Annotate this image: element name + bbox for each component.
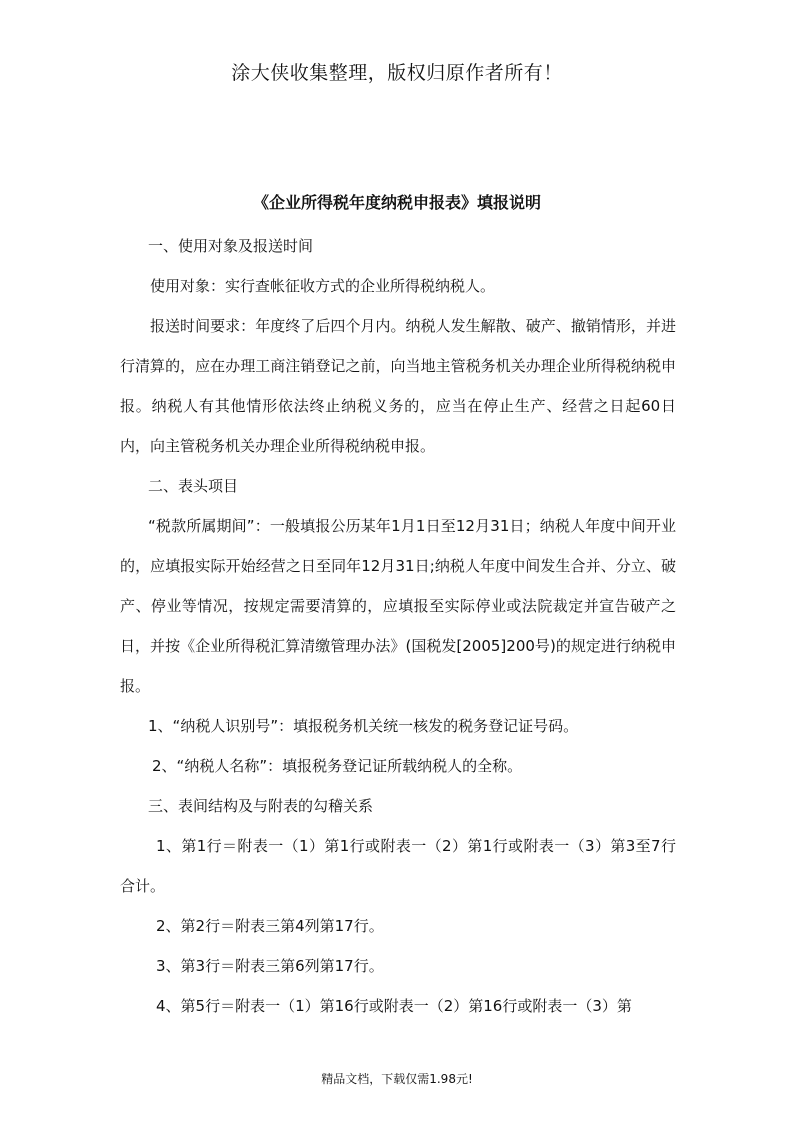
section-1-paragraph-scope: 使用对象：实行查帐征收方式的企业所得税纳税人。: [150, 277, 496, 295]
section-2-paragraph-period: “税款所属期间”：一般填报公历某年1月1日至12月31日；纳税人年度中间开业的，应填报实际开始经营之日至同年12月31日;纳税人年度中间发生合并、分立、破产、停业等情况，按规定需要清算的，应填报至实际停业或法院裁定并宣告破产之日，并按《企业所得税汇算清缴管理办法》(国税发[2005]200号)的规定进行纳税申报。: [120, 517, 676, 695]
download-footer: 精品文档，下载仅需1.98元!: [321, 1072, 473, 1086]
section-3-item-4: 4、第5行＝附表一（1）第16行或附表一（2）第16行或附表一（3）第: [156, 997, 632, 1015]
section-3-item-3: 3、第3行＝附表三第6列第17行。: [156, 957, 384, 975]
section-3-heading: 三、表间结构及与附表的勾稽关系: [148, 797, 374, 815]
section-3-item-1: 1、第1行＝附表一（1）第1行或附表一（2）第1行或附表一（3）第3至7行合计。: [120, 837, 676, 895]
section-2-item-taxpayer-id: 1、“纳税人识别号”：填报税务机关统一核发的税务登记证号码。: [148, 717, 579, 735]
document-title: 《企业所得税年度纳税申报表》填报说明: [252, 193, 541, 212]
section-3-item-2: 2、第2行＝附表三第4列第17行。: [156, 917, 384, 935]
section-1-heading: 一、使用对象及报送时间: [148, 237, 314, 255]
section-1-paragraph-deadline: 报送时间要求：年度终了后四个月内。纳税人发生解散、破产、撤销情形，并进行清算的，应在办理工商注销登记之前，向当地主管税务机关办理企业所得税纳税申报。纳税人有其他情形依法终止纳税义务的，应当在停止生产、经营之日起60日内，向主管税务机关办理企业所得税纳税申报。: [120, 317, 676, 455]
section-2-item-taxpayer-name: 2、“纳税人名称”：填报税务登记证所载纳税人的全称。: [152, 757, 523, 775]
section-2-heading: 二、表头项目: [148, 477, 239, 495]
copyright-header: 涂大侠收集整理，版权归原作者所有！: [231, 62, 563, 84]
document-body: [120, 226, 676, 1026]
